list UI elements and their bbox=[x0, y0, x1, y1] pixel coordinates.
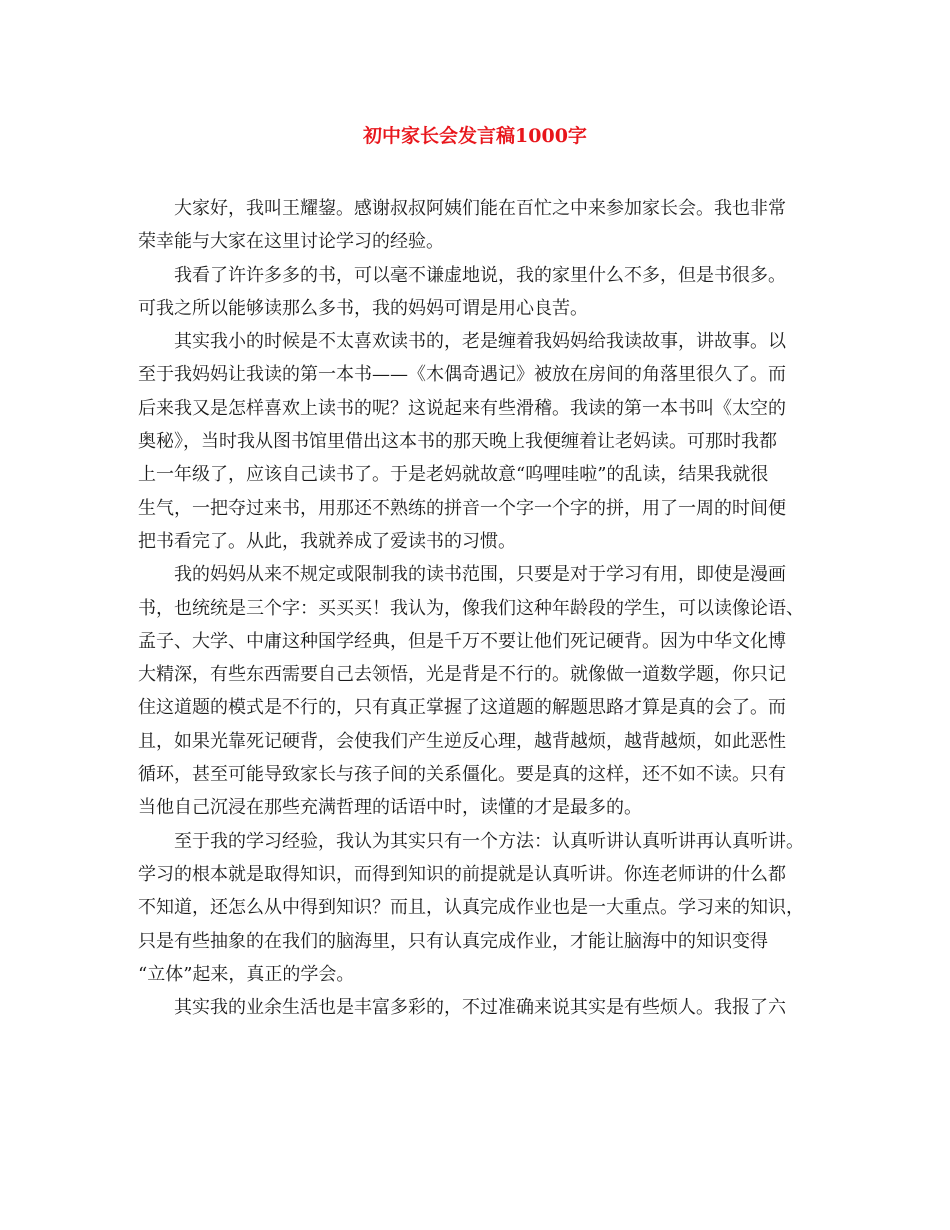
text-line: 至于我妈妈让我读的第一本书——《木偶奇遇记》被放在房间的角落里很久了。而 bbox=[138, 364, 786, 386]
text-line: 且，如果光靠死记硬背，会使我们产生逆反心理，越背越烦，越背越烦，如此恶性 bbox=[138, 730, 786, 752]
text-line: 把书看完了。从此，我就养成了爱读书的习惯。 bbox=[138, 530, 516, 552]
text-line: 后来我又是怎样喜欢上读书的呢？这说起来有些滑稽。我读的第一本书叫《太空的 bbox=[138, 397, 786, 419]
text-line: “立体”起来，真正的学会。 bbox=[138, 963, 355, 985]
text-line: 大精深，有些东西需要自己去领悟，光是背是不行的。就像做一道数学题，你只记 bbox=[138, 664, 786, 686]
text-line: 其实我小的时候是不太喜欢读书的，老是缠着我妈妈给我读故事，讲故事。以 bbox=[174, 331, 786, 353]
text-line: 生气，一把夺过来书，用那还不熟练的拼音一个字一个字的拼，用了一周的时间便 bbox=[138, 497, 786, 519]
text-line: 奥秘》，当时我从图书馆里借出这本书的那天晚上我便缠着让老妈读。可那时我都 bbox=[138, 431, 777, 453]
text-line: 可我之所以能够读那么多书，我的妈妈可谓是用心良苦。 bbox=[138, 297, 588, 319]
text-line: 我的妈妈从来不规定或限制我的读书范围，只要是对于学习有用，即使是漫画 bbox=[174, 564, 786, 586]
text-line: 住这道题的模式是不行的，只有真正掌握了这道题的解题思路才算是真的会了。而 bbox=[138, 697, 786, 719]
page-title: 初中家长会发言稿1000字 bbox=[363, 125, 587, 147]
text-line: 其实我的业余生活也是丰富多彩的，不过准确来说其实是有些烦人。我报了六 bbox=[174, 997, 786, 1019]
text-line: 荣幸能与大家在这里讨论学习的经验。 bbox=[138, 231, 444, 253]
text-line: 大家好，我叫王耀鋆。感谢叔叔阿姨们能在百忙之中来参加家长会。我也非常 bbox=[174, 198, 786, 219]
text-line: 至于我的学习经验，我认为其实只有一个方法：认真听讲认真听讲再认真听讲。 bbox=[174, 830, 804, 852]
text-line: 当他自己沉浸在那些充满哲理的话语中时，读懂的才是最多的。 bbox=[138, 797, 642, 819]
text-line: 不知道，还怎么从中得到知识？而且，认真完成作业也是一大重点。学习来的知识， bbox=[138, 897, 804, 919]
text-line: 只是有些抽象的在我们的脑海里，只有认真完成作业，才能让脑海中的知识变得 bbox=[138, 930, 768, 952]
document-body bbox=[138, 192, 818, 1024]
text-line: 我看了许许多多的书，可以毫不谦虚地说，我的家里什么不多，但是书很多。 bbox=[174, 264, 786, 286]
text-line: 书，也统统是三个字：买买买！我认为，像我们这种年龄段的学生，可以读像论语、 bbox=[138, 597, 804, 619]
text-line: 学习的根本就是取得知识，而得到知识的前提就是认真听讲。你连老师讲的什么都 bbox=[138, 863, 786, 885]
text-line: 上一年级了，应该自己读书了。于是老妈就故意“呜哩哇啦”的乱读，结果我就很 bbox=[138, 464, 769, 486]
text-line: 循环，甚至可能导致家长与孩子间的关系僵化。要是真的这样，还不如不读。只有 bbox=[138, 764, 786, 786]
text-line: 孟子、大学、中庸这种国学经典，但是千万不要让他们死记硬背。因为中华文化博 bbox=[138, 630, 786, 652]
